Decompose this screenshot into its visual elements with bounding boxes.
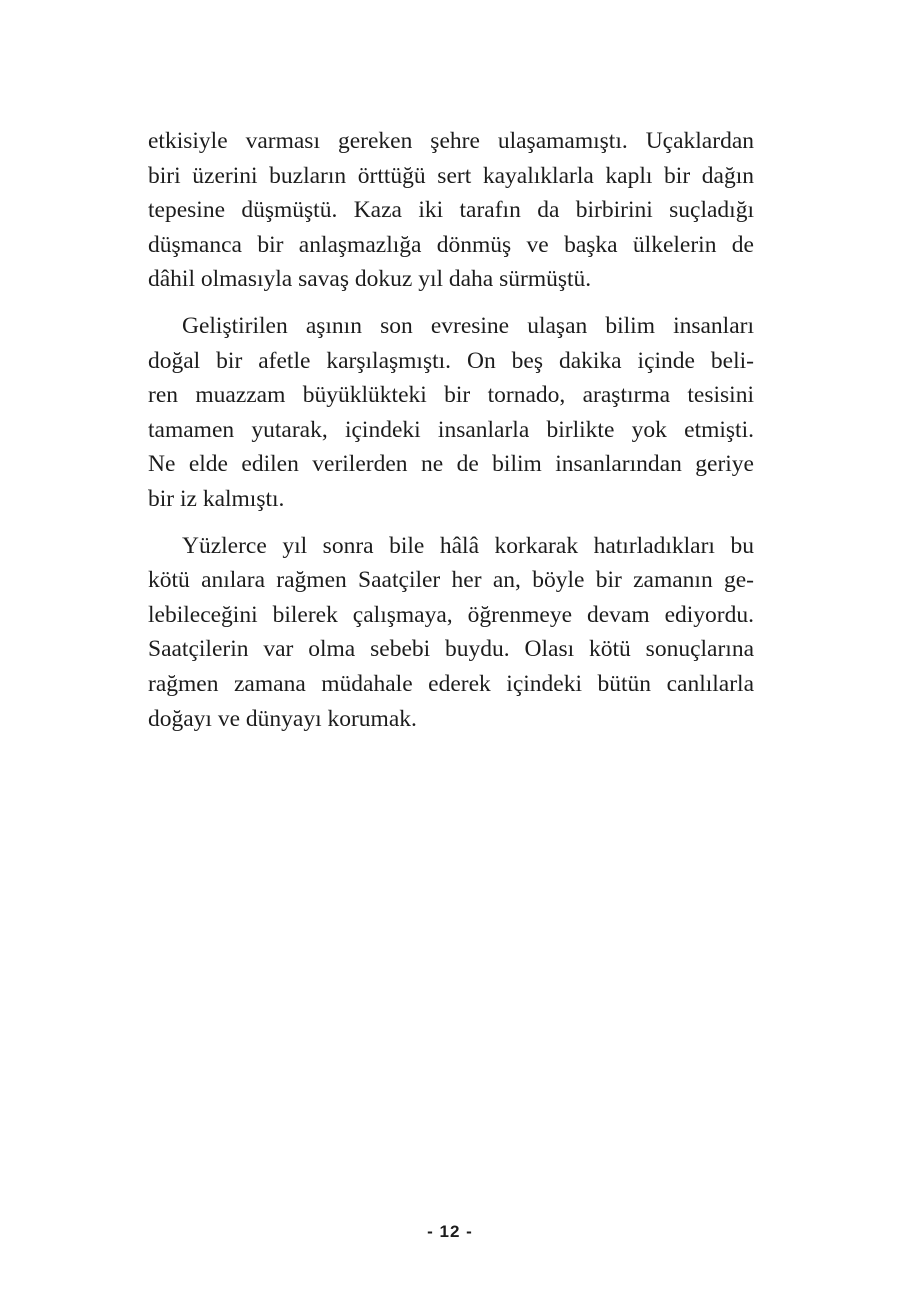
text-line: biri üzerini buzların örttüğü sert kayalıklarla kaplı bir dağın xyxy=(148,162,754,189)
text-line: bir iz kalmıştı. xyxy=(148,485,285,512)
text-line: Yüzlerce yıl sonra bile hâlâ korkarak hatırladıkları bu xyxy=(182,532,754,559)
text-line: Saatçilerin var olma sebebi buydu. Olası kötü sonuçlarına xyxy=(148,636,754,663)
page-body xyxy=(148,124,754,748)
paragraph-2 xyxy=(148,309,754,517)
page-number: - 12 - xyxy=(427,1222,473,1241)
text-line: tepesine düşmüştü. Kaza iki tarafın da birbirini suçladığı xyxy=(148,197,754,224)
text-line: kötü anılara rağmen Saatçiler her an, böyle bir zamanın ge- xyxy=(148,567,754,594)
paragraph-3 xyxy=(148,529,754,737)
text-line: lebileceğini bilerek çalışmaya, öğrenmeye devam ediyordu. xyxy=(148,601,754,628)
text-line: düşmanca bir anlaşmazlığa dönmüş ve başka ülkelerin de xyxy=(148,231,754,258)
text-line: etkisiyle varması gereken şehre ulaşamamıştı. Uçaklardan xyxy=(148,128,754,154)
text-line: Geliştirilen aşının son evresine ulaşan bilim insanları xyxy=(182,312,754,339)
text-line: dâhil olmasıyla savaş dokuz yıl daha sürmüştü. xyxy=(148,266,592,293)
text-line: doğayı ve dünyayı korumak. xyxy=(148,705,417,732)
paragraph-1 xyxy=(148,124,754,297)
text-line: doğal bir afetle karşılaşmıştı. On beş dakika içinde beli- xyxy=(148,347,754,374)
text-line: ren muazzam büyüklükteki bir tornado, araştırma tesisini xyxy=(148,382,754,409)
text-line: rağmen zamana müdahale ederek içindeki bütün canlılarla xyxy=(148,670,754,697)
text-line: tamamen yutarak, içindeki insanlarla birlikte yok etmişti. xyxy=(148,416,754,443)
text-line: Ne elde edilen verilerden ne de bilim insanlarından geriye xyxy=(148,451,754,478)
